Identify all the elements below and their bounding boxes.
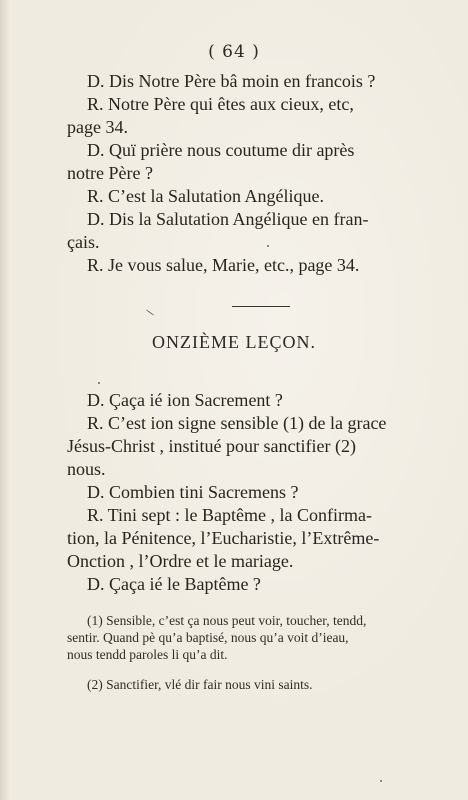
text-line: page 34. [67, 117, 128, 137]
text-line: D. Combien tini Sacremens ? [87, 482, 299, 502]
ink-speck [98, 382, 100, 384]
text-line: D. Dis la Salutation Angélique en fran- [87, 209, 369, 229]
footnote-line: (1) Sensible, c’est ça nous peut voir, toucher, tendd, [87, 613, 367, 628]
catechism-section-2 [67, 389, 447, 596]
lesson-title: ONZIÈME LEÇON. [152, 332, 316, 352]
page-number: ( 64 ) [208, 42, 260, 62]
section-divider [232, 306, 290, 307]
page-spine-shadow [0, 0, 10, 800]
footnote-line: nous tendd paroles li qu’a dit. [67, 647, 228, 662]
footnote-line: (2) Sanctifier, vlé dir fair nous vini saints. [87, 677, 313, 692]
text-line: nous. [67, 459, 106, 479]
text-line: notre Père ? [67, 163, 153, 183]
text-line: R. Je vous salue, Marie, etc., page 34. [87, 255, 360, 275]
ink-speck [146, 309, 155, 316]
text-line: R. C’est ion signe sensible (1) de la grace [87, 413, 387, 433]
text-line: D. Çaça ié le Baptême ? [87, 574, 261, 594]
text-line: R. Tini sept : le Baptême , la Confirma- [87, 505, 372, 525]
catechism-section-1 [67, 70, 447, 277]
text-line: D. Quï prière nous coutume dir après [87, 140, 355, 160]
ink-speck [380, 780, 382, 782]
text-line: R. C’est la Salutation Angélique. [87, 186, 324, 206]
text-line: çais. [67, 232, 100, 252]
text-line: D. Çaça ié ion Sacrement ? [87, 390, 283, 410]
ink-speck [267, 245, 269, 247]
footnote-line: sentir. Quand pè qu’a baptisé, nous qu’a voit d’ieau, [67, 630, 349, 645]
text-line: D. Dis Notre Père bâ moin en francois ? [87, 71, 376, 91]
text-line: Onction , l’Ordre et le mariage. [67, 551, 294, 571]
footnotes [67, 612, 447, 693]
text-line: tion, la Pénitence, l’Eucharistie, l’Extrême- [67, 528, 380, 548]
text-line: Jésus-Christ , institué pour sanctifier (2) [67, 436, 356, 456]
text-line: R. Notre Père qui êtes aux cieux, etc, [87, 94, 354, 114]
